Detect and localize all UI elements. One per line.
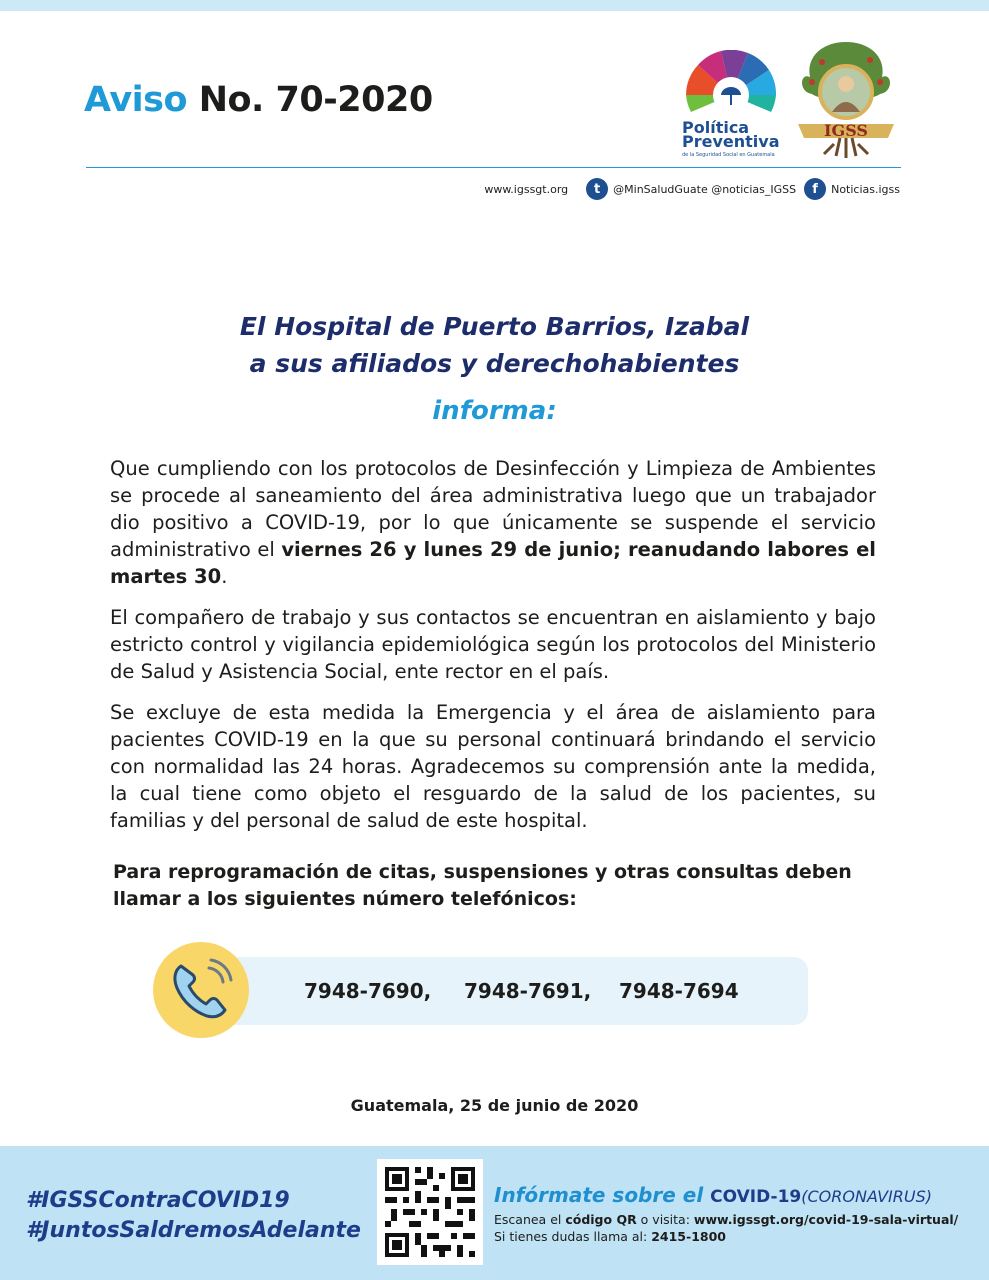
phone-number-2[interactable]: 7948-7691,	[464, 979, 592, 1003]
footer-scan-prefix: Escanea el	[494, 1212, 566, 1227]
hashtag-1: #IGSSContraCOVID19	[26, 1188, 290, 1213]
date-line: Guatemala, 25 de junio de 2020	[350, 1096, 639, 1115]
logo-politica-line2: Preventiva	[682, 132, 780, 151]
phone-numbers	[304, 979, 739, 1003]
qr-code[interactable]	[377, 1159, 483, 1265]
phone-number-1[interactable]: 7948-7690,	[304, 979, 432, 1003]
hashtag-2: #JuntosSaldremosAdelante	[26, 1218, 361, 1243]
facebook-icon: f	[804, 178, 826, 200]
footer-doubts-line	[494, 1229, 726, 1244]
paragraph-1-dates: viernes 26 y lunes 29 de junio; reanudando labores el martes 30	[110, 538, 876, 588]
notice-word: Aviso	[84, 80, 188, 120]
footer-scan-qr: código QR	[565, 1212, 637, 1227]
notice-number: No. 70-2020	[198, 80, 433, 120]
headline-line1: El Hospital de Puerto Barrios, Izabal	[239, 312, 750, 341]
logo-politica-tagline: de la Seguridad Social en Guatemala	[682, 152, 775, 158]
headline-line2: a sus afiliados y derechohabientes	[249, 349, 740, 378]
logo-politica-line1: Política	[682, 118, 750, 137]
paragraph-1-text: Que cumpliendo con los protocolos de Desinfección y Limpieza de Ambientes se procede al saneamiento del área administrativa luego que un trabajador dio positivo a COVID-19, por lo que únicamente se suspende el servicio administrativo el	[110, 457, 876, 561]
footer-scan-line	[494, 1212, 958, 1227]
top-band	[0, 0, 989, 11]
footer-info-text: Infórmate sobre el	[494, 1183, 711, 1207]
social-row	[484, 178, 900, 200]
website-link[interactable]: www.igssgt.org	[484, 182, 569, 196]
paragraph-3: Se excluye de esta medida la Emergencia y el área de aislamiento para pacientes COVID-19 en la que su personal continuará brindando el servicio con normalidad las 24 horas. Agradecemos su comprensión ante la medida, la cual tiene como objeto el resguardo de la salud de los pacientes, su familias y del personal de salud de este hospital.	[110, 701, 876, 832]
twitter-icon: t	[586, 178, 608, 200]
footer-scan-mid: o visita:	[636, 1212, 694, 1227]
phone-number-3[interactable]: 7948-7694	[619, 979, 739, 1003]
contact-instruction: Para reprogramación de citas, suspensiones y otras consultas deben llamar a los siguientes número telefónicos:	[113, 861, 852, 910]
footer-info-covid: COVID-19	[710, 1187, 802, 1207]
phone-icon	[153, 942, 249, 1038]
footer-info-title	[494, 1183, 932, 1207]
footer-info-corona: (CORONAVIRUS)	[801, 1187, 932, 1206]
logo-igss-text: IGSS	[824, 121, 868, 140]
notice-title	[84, 80, 433, 120]
igss-seal-logo	[792, 32, 900, 160]
phone-badge	[153, 942, 249, 1038]
paragraph-1-end: .	[221, 565, 228, 588]
footer-doubts-prefix: Si tienes dudas llama al:	[494, 1229, 652, 1244]
informa-label: informa:	[432, 396, 557, 426]
paragraph-1	[110, 455, 876, 590]
header-divider	[86, 167, 901, 168]
facebook-handle[interactable]: Noticias.igss	[831, 182, 900, 196]
politica-preventiva-logo	[676, 50, 786, 158]
twitter-handles[interactable]: @MinSaludGuate @noticias_IGSS	[613, 182, 797, 196]
paragraph-2: El compañero de trabajo y sus contactos se encuentran en aislamiento y bajo estricto control y vigilancia epidemiológica según los protocolos del Ministerio de Salud y Asistencia Social, ente rector en el país.	[110, 606, 876, 683]
footer-doubts-phone[interactable]: 2415-1800	[651, 1229, 726, 1244]
footer-scan-url[interactable]: www.igssgt.org/covid-19-sala-virtual/	[693, 1212, 959, 1227]
